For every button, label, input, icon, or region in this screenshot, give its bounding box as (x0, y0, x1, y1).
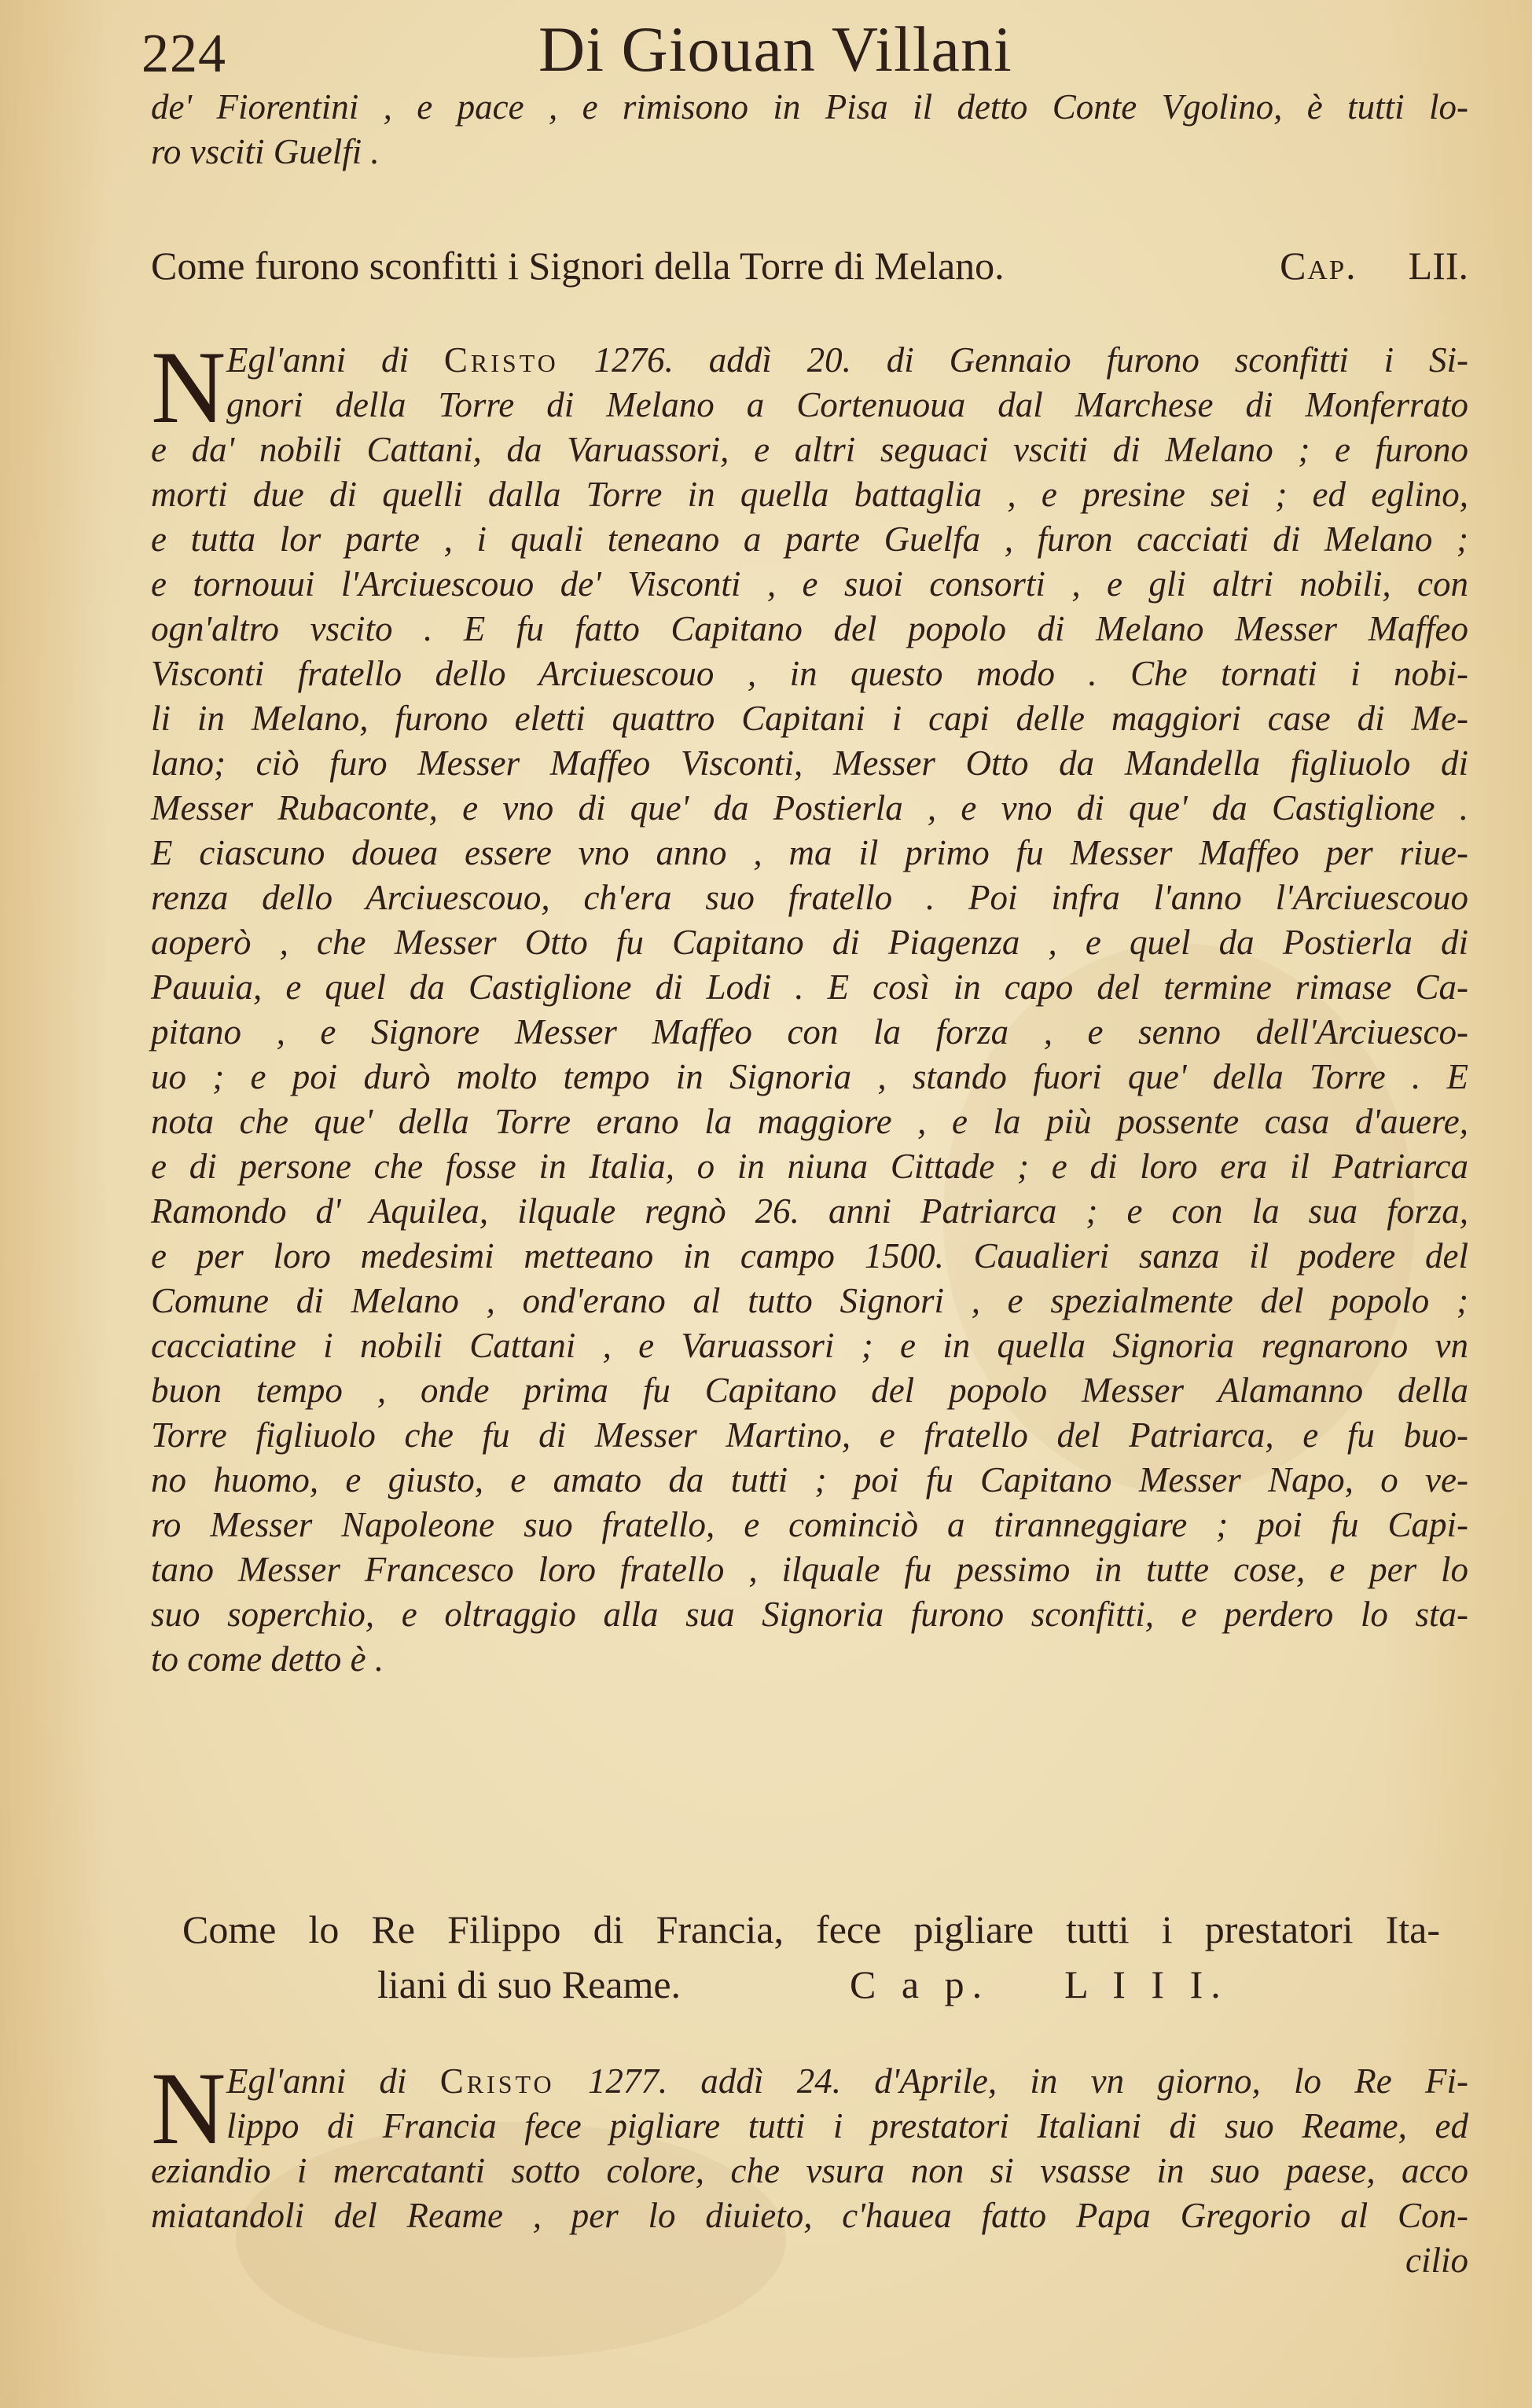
small-caps-word: Cristo (443, 340, 559, 380)
text-line: gnori della Torre di Melano a Cortenuoua dal Marchese di Monferrato (226, 385, 1468, 424)
text-line (151, 338, 1468, 383)
chapter-number: LII. (1408, 244, 1468, 288)
text-line: de' Fiorentini , e pace , e rimisono in Pisa il detto Conte Vgolino, è tutti lo- (151, 87, 1468, 127)
text-line: Ramondo d' Aquilea, ilquale regnò 26. anni Patriarca ; e con la sua forza, (151, 1191, 1468, 1231)
text-line: Visconti fratello dello Arciuescouo , in questo modo . Che tornati i nobi- (151, 654, 1468, 693)
chapter-heading-52 (151, 240, 1468, 295)
text-line: miatandoli del Reame , per lo diuieto, c'hauea fatto Papa Gregorio al Con- (151, 2196, 1468, 2235)
text-line: e tutta lor parte , i quali teneano a parte Guelfa , furon cacciati di Melano ; (151, 519, 1468, 559)
text-fragment: 1276. addì 20. di Gennaio furono sconfitti i Si- (558, 340, 1469, 380)
text-line: ro Messer Napoleone suo fratello, e cominciò a tiranneggiare ; poi fu Capi- (151, 1505, 1468, 1544)
text-line: Comune di Melano , ond'erano al tutto Signori , e spezialmente del popolo ; (151, 1281, 1468, 1320)
chapter-heading-53 (182, 1903, 1440, 2013)
chapter-title-line: Come lo Re Filippo di Francia, fece pigliare tutti i prestatori Ita- (182, 1907, 1440, 1951)
catchword: cilio (1405, 2241, 1468, 2280)
text-fragment: Egl'anni di (226, 340, 444, 380)
chapter-label: Cap. (1280, 244, 1357, 288)
small-caps-word: Cristo (439, 2061, 555, 2101)
text-line: lippo di Francia fece pigliare tutti i prestatori Italiani di suo Reame, ed (226, 2106, 1468, 2146)
running-head (0, 13, 1532, 85)
text-line: e tornouui l'Arciuescouo de' Visconti , e suoi consorti , e gli altri nobili, con (151, 564, 1468, 604)
chapter-title-line: liani di suo Reame. (377, 1962, 682, 2006)
text-line (151, 2059, 1468, 2104)
text-line: lano; ciò furo Messer Maffeo Visconti, Messer Otto da Mandella figliuolo di (151, 743, 1468, 783)
text-line: e di persone che fosse in Italia, o in niuna Cittade ; e di loro era il Patriarca (151, 1147, 1468, 1186)
text-line: e per loro medesimi metteano in campo 1500. Caualieri sanza il podere del (151, 1236, 1468, 1276)
text-fragment: Egl'anni di (226, 2061, 440, 2101)
chapter-53-paragraph (151, 2050, 1468, 2283)
text-line: uo ; e poi durò molto tempo in Signoria , stando fuori que' della Torre . E (151, 1057, 1468, 1096)
chapter-title: Come furono sconfitti i Signori della Torre di Melano. (151, 244, 1005, 288)
text-line: li in Melano, furono eletti quattro Capitani i capi delle maggiori case di Me- (151, 699, 1468, 738)
text-line: renza dello Arciuescouo, ch'era suo fratello . Poi infra l'anno l'Arciuescouo (151, 878, 1468, 917)
text-line: Messer Rubaconte, e vno di que' da Postierla , e vno di que' da Castiglione . (151, 788, 1468, 828)
text-line: nota che que' della Torre erano la maggiore , e la più possente casa d'auere, (151, 1102, 1468, 1141)
text-line: aoperò , che Messer Otto fu Capitano di Piagenza , e quel da Postierla di (151, 923, 1468, 962)
drop-cap: N (151, 2050, 226, 2166)
text-line: cacciatine i nobili Cattani , e Varuassori ; e in quella Signoria regnarono vn (151, 1326, 1468, 1365)
continuation-paragraph (151, 85, 1468, 174)
chapter-52-paragraph (151, 329, 1469, 1682)
text-line: e da' nobili Cattani, da Varuassori, e altri seguaci vsciti di Melano ; e furono (151, 430, 1468, 469)
text-line: E ciascuno douea essere vno anno , ma il primo fu Messer Maffeo per riue- (151, 833, 1468, 872)
text-line: morti due di quelli dalla Torre in quella battaglia , e presine sei ; ed eglino, (151, 475, 1468, 514)
drop-cap: N (151, 329, 226, 445)
text-line: suo soperchio, e oltraggio alla sua Signoria furono sconfitti, e perdero lo sta- (151, 1595, 1468, 1634)
text-line: tano Messer Francesco loro fratello , ilquale fu pessimo in tutte cose, e per lo (151, 1550, 1468, 1589)
text-line: no huomo, e giusto, e amato da tutti ; poi fu Capitano Messer Napo, o ve- (151, 1460, 1468, 1499)
text-line: to come detto è . (151, 1639, 384, 1679)
chapter-number: L I I I. (1064, 1962, 1229, 2006)
running-title: Di Giouan Villani (538, 13, 1012, 85)
text-line: buon tempo , onde prima fu Capitano del popolo Messer Alamanno della (151, 1371, 1468, 1410)
text-line: ro vsciti Guelfi . (151, 132, 380, 171)
text-line: pitano , e Signore Messer Maffeo con la forza , e senno dell'Arciuesco- (151, 1012, 1468, 1052)
text-fragment: 1277. addì 24. d'Aprile, in vn giorno, lo Re Fi- (554, 2061, 1468, 2101)
text-line: Torre figliuolo che fu di Messer Martino, e fratello del Patriarca, e fu buo- (151, 1415, 1468, 1455)
chapter-label: C a p. (850, 1962, 990, 2006)
text-line: eziandio i mercatanti sotto colore, che vsura non si vsasse in suo paese, acco (151, 2151, 1468, 2190)
text-line: ogn'altro vscito . E fu fatto Capitano del popolo di Melano Messer Maffeo (151, 609, 1468, 648)
page-number: 224 (141, 24, 226, 84)
text-line: Pauuia, e quel da Castiglione di Lodi . E così in capo del termine rimase Ca- (151, 967, 1468, 1007)
